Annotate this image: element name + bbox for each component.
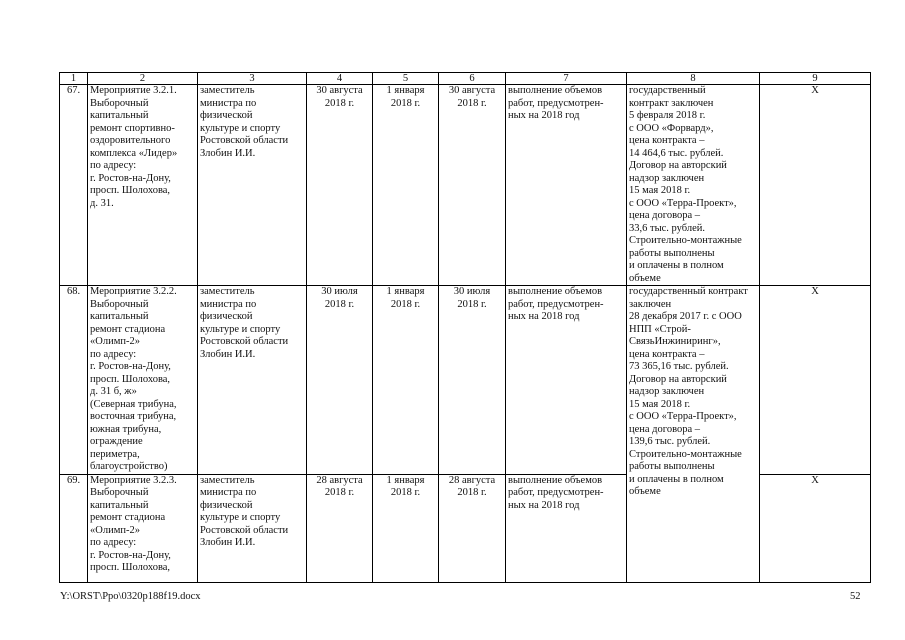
status-cell: государственный контракт заключен 5 февраля 2018 г. с ООО «Форвард», цена контракта – 14 464,6 тыс. рублей. Договор на авторский надзор заключен 15 мая 2018 г. с ООО «Терра-Проект», цена договора – 33,6 тыс. рублей. Строительно-монтажные работы выполнены и оплачены в полном объеме bbox=[627, 85, 760, 286]
end-date-cell: 28 августа 2018 г. bbox=[439, 474, 506, 582]
page-number: 52 bbox=[850, 591, 861, 602]
mark-cell: X bbox=[760, 286, 871, 475]
event-cell: Мероприятие 3.2.1. Выборочный капитальный ремонт спортивно- оздоровительного комплекса «Лидер» по адресу: г. Ростов-на-Дону, просп. Шолохова, д. 31. bbox=[88, 85, 198, 286]
plan-date-cell: 30 июля 2018 г. bbox=[307, 286, 373, 475]
column-header: 9 bbox=[760, 73, 871, 85]
end-date-cell: 30 августа 2018 г. bbox=[439, 85, 506, 286]
row-number: 69. bbox=[60, 474, 88, 582]
result-cell: выполнение объемов работ, предусмотрен- ных на 2018 год bbox=[506, 85, 627, 286]
column-header: 5 bbox=[373, 73, 439, 85]
plan-date-cell: 28 августа 2018 г. bbox=[307, 474, 373, 582]
plan-date-cell: 30 августа 2018 г. bbox=[307, 85, 373, 286]
responsible-cell: заместитель министра по физической культуре и спорту Ростовской области Злобин И.И. bbox=[198, 85, 307, 286]
start-date-cell: 1 января 2018 г. bbox=[373, 85, 439, 286]
column-header: 8 bbox=[627, 73, 760, 85]
status-cell: государственный контракт заключен 28 декабря 2017 г. с ООО НПП «Строй- СвязьИнжиниринг», цена контракта – 73 365,16 тыс. рублей. Договор на авторский надзор заключен 15 мая 2018 г. с ООО «Терра-Проект», цена договора – 139,6 тыс. рублей. Строительно-монтажные работы выполнены и оплачены в полном объеме bbox=[627, 286, 760, 583]
responsible-cell: заместитель министра по физической культуре и спорту Ростовской области Злобин И.И. bbox=[198, 474, 307, 582]
result-cell: выполнение объемов работ, предусмотрен- ных на 2018 год bbox=[506, 286, 627, 475]
header-row bbox=[60, 73, 871, 85]
column-header: 2 bbox=[88, 73, 198, 85]
table-row bbox=[60, 85, 871, 286]
column-header: 7 bbox=[506, 73, 627, 85]
footer-file-path: Y:\ORST\Ppo\0320p188f19.docx bbox=[60, 591, 201, 602]
start-date-cell: 1 января 2018 г. bbox=[373, 474, 439, 582]
start-date-cell: 1 января 2018 г. bbox=[373, 286, 439, 475]
column-header: 3 bbox=[198, 73, 307, 85]
event-cell: Мероприятие 3.2.2. Выборочный капитальный ремонт стадиона «Олимп-2» по адресу: г. Ростов-на-Дону, просп. Шолохова, д. 31 б, ж» (Северная трибуна, восточная трибуна, южная трибуна, ограждение периметра, благоустройство) bbox=[88, 286, 198, 475]
end-date-cell: 30 июля 2018 г. bbox=[439, 286, 506, 475]
column-header: 4 bbox=[307, 73, 373, 85]
responsible-cell: заместитель министра по физической культуре и спорту Ростовской области Злобин И.И. bbox=[198, 286, 307, 475]
column-header: 6 bbox=[439, 73, 506, 85]
event-cell: Мероприятие 3.2.3. Выборочный капитальный ремонт стадиона «Олимп-2» по адресу: г. Ростов-на-Дону, просп. Шолохова, bbox=[88, 474, 198, 582]
data-table bbox=[59, 72, 871, 583]
row-number: 67. bbox=[60, 85, 88, 286]
row-number: 68. bbox=[60, 286, 88, 475]
table-row bbox=[60, 286, 871, 475]
mark-cell: X bbox=[760, 474, 871, 582]
result-cell: выполнение объемов работ, предусмотрен- ных на 2018 год bbox=[506, 474, 627, 582]
column-header: 1 bbox=[60, 73, 88, 85]
mark-cell: X bbox=[760, 85, 871, 286]
